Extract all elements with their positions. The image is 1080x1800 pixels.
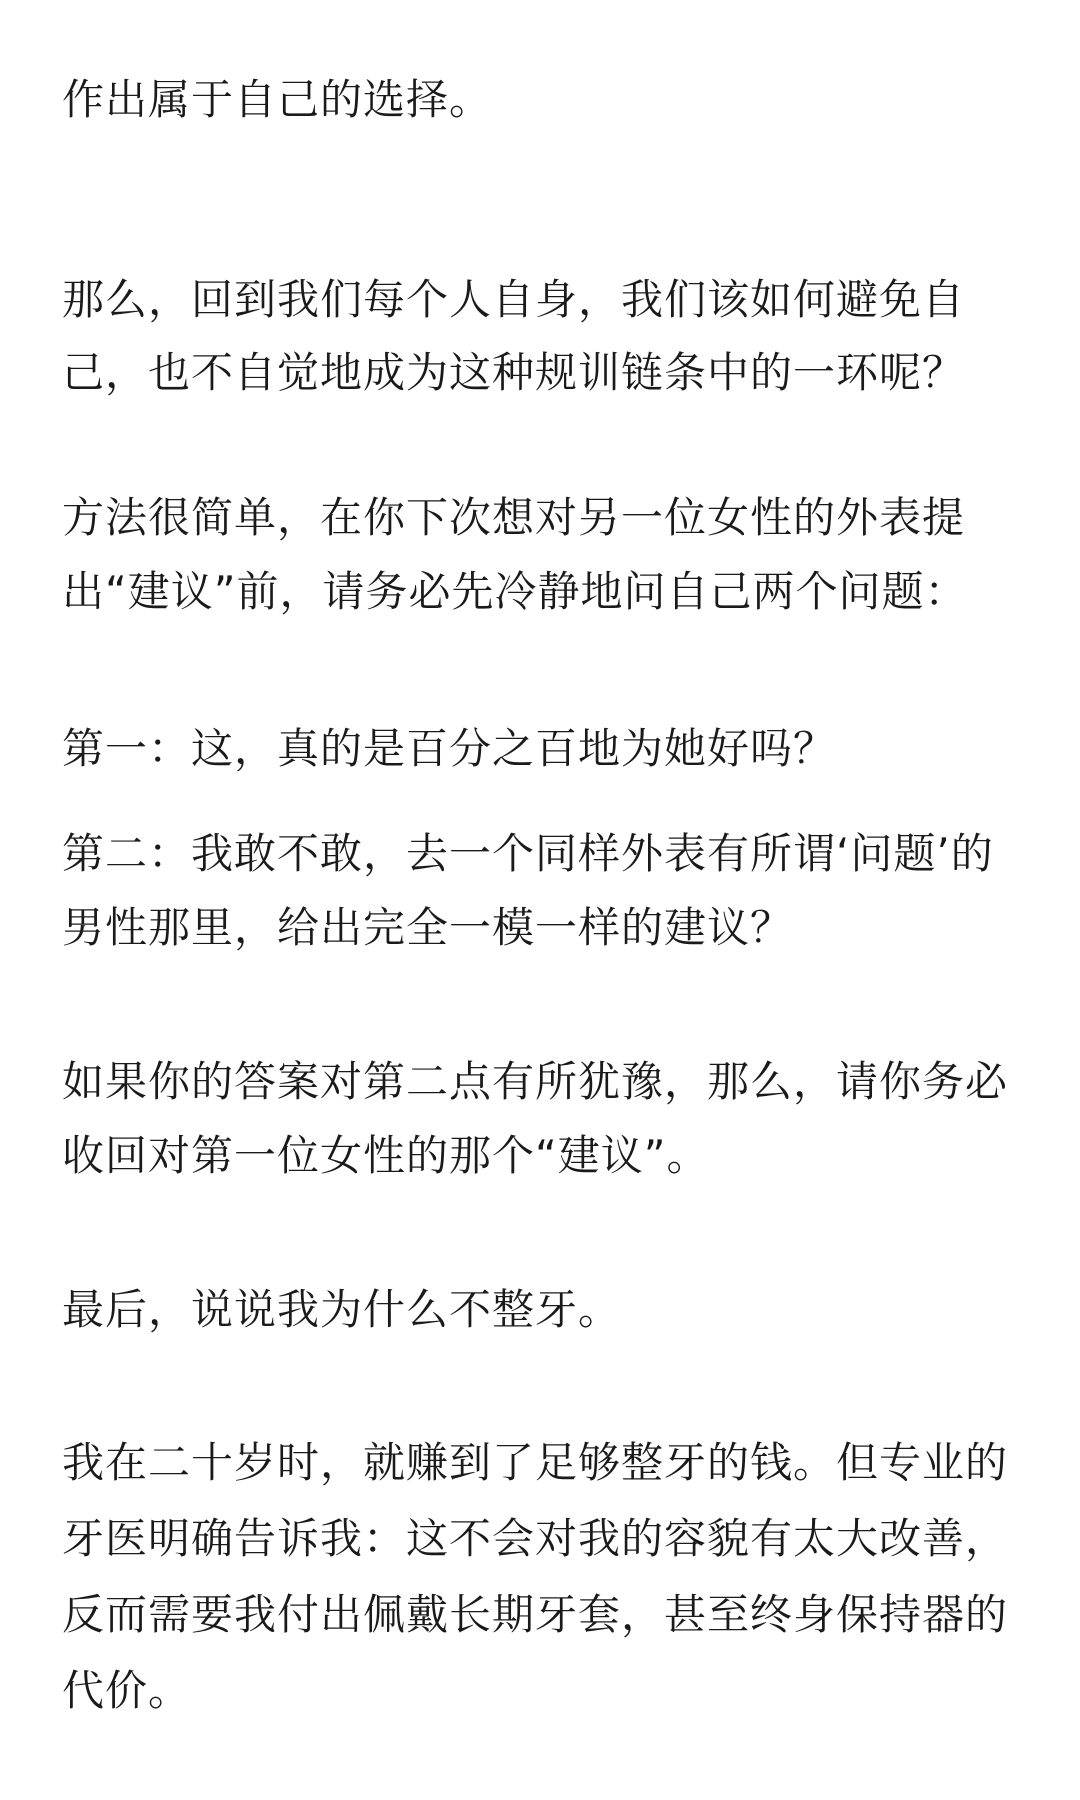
paragraph-8-line-4: 代价。 <box>62 1666 192 1715</box>
paragraph-5-line-2: 男性那里，给出完全一模一样的建议？ <box>62 903 794 952</box>
paragraph-6-line-2: 收回对第一位女性的那个“建议”。 <box>62 1131 710 1180</box>
paragraph-5-line-1: 第二：我敢不敢，去一个同样外表有所谓‘问题’的 <box>62 829 994 878</box>
paragraph-8-line-3: 反而需要我付出佩戴长期牙套，甚至终身保持器的 <box>62 1590 1009 1639</box>
paragraph-8-line-1: 我在二十岁时，就赚到了足够整牙的钱。但专业的 <box>62 1438 1009 1487</box>
paragraph-8-line-2: 牙医明确告诉我：这不会对我的容貌有太大改善， <box>62 1514 1009 1563</box>
paragraph-2-line-1: 那么，回到我们每个人自身，我们该如何避免自 <box>62 275 966 324</box>
paragraph-2-line-2: 己，也不自觉地成为这种规训链条中的一环呢？ <box>62 348 966 397</box>
paragraph-6-line-1: 如果你的答案对第二点有所犹豫，那么，请你务必 <box>62 1057 1009 1106</box>
paragraph-1-line-1: 作出属于自己的选择。 <box>62 75 493 124</box>
paragraph-7-line-1: 最后，说说我为什么不整牙。 <box>62 1285 622 1334</box>
paragraph-3-line-1: 方法很简单，在你下次想对另一位女性的外表提 <box>62 493 966 542</box>
paragraph-4-line-1: 第一：这，真的是百分之百地为她好吗？ <box>62 724 837 773</box>
paragraph-3-line-2: 出“建议”前，请务必先冷静地问自己两个问题： <box>62 567 968 616</box>
